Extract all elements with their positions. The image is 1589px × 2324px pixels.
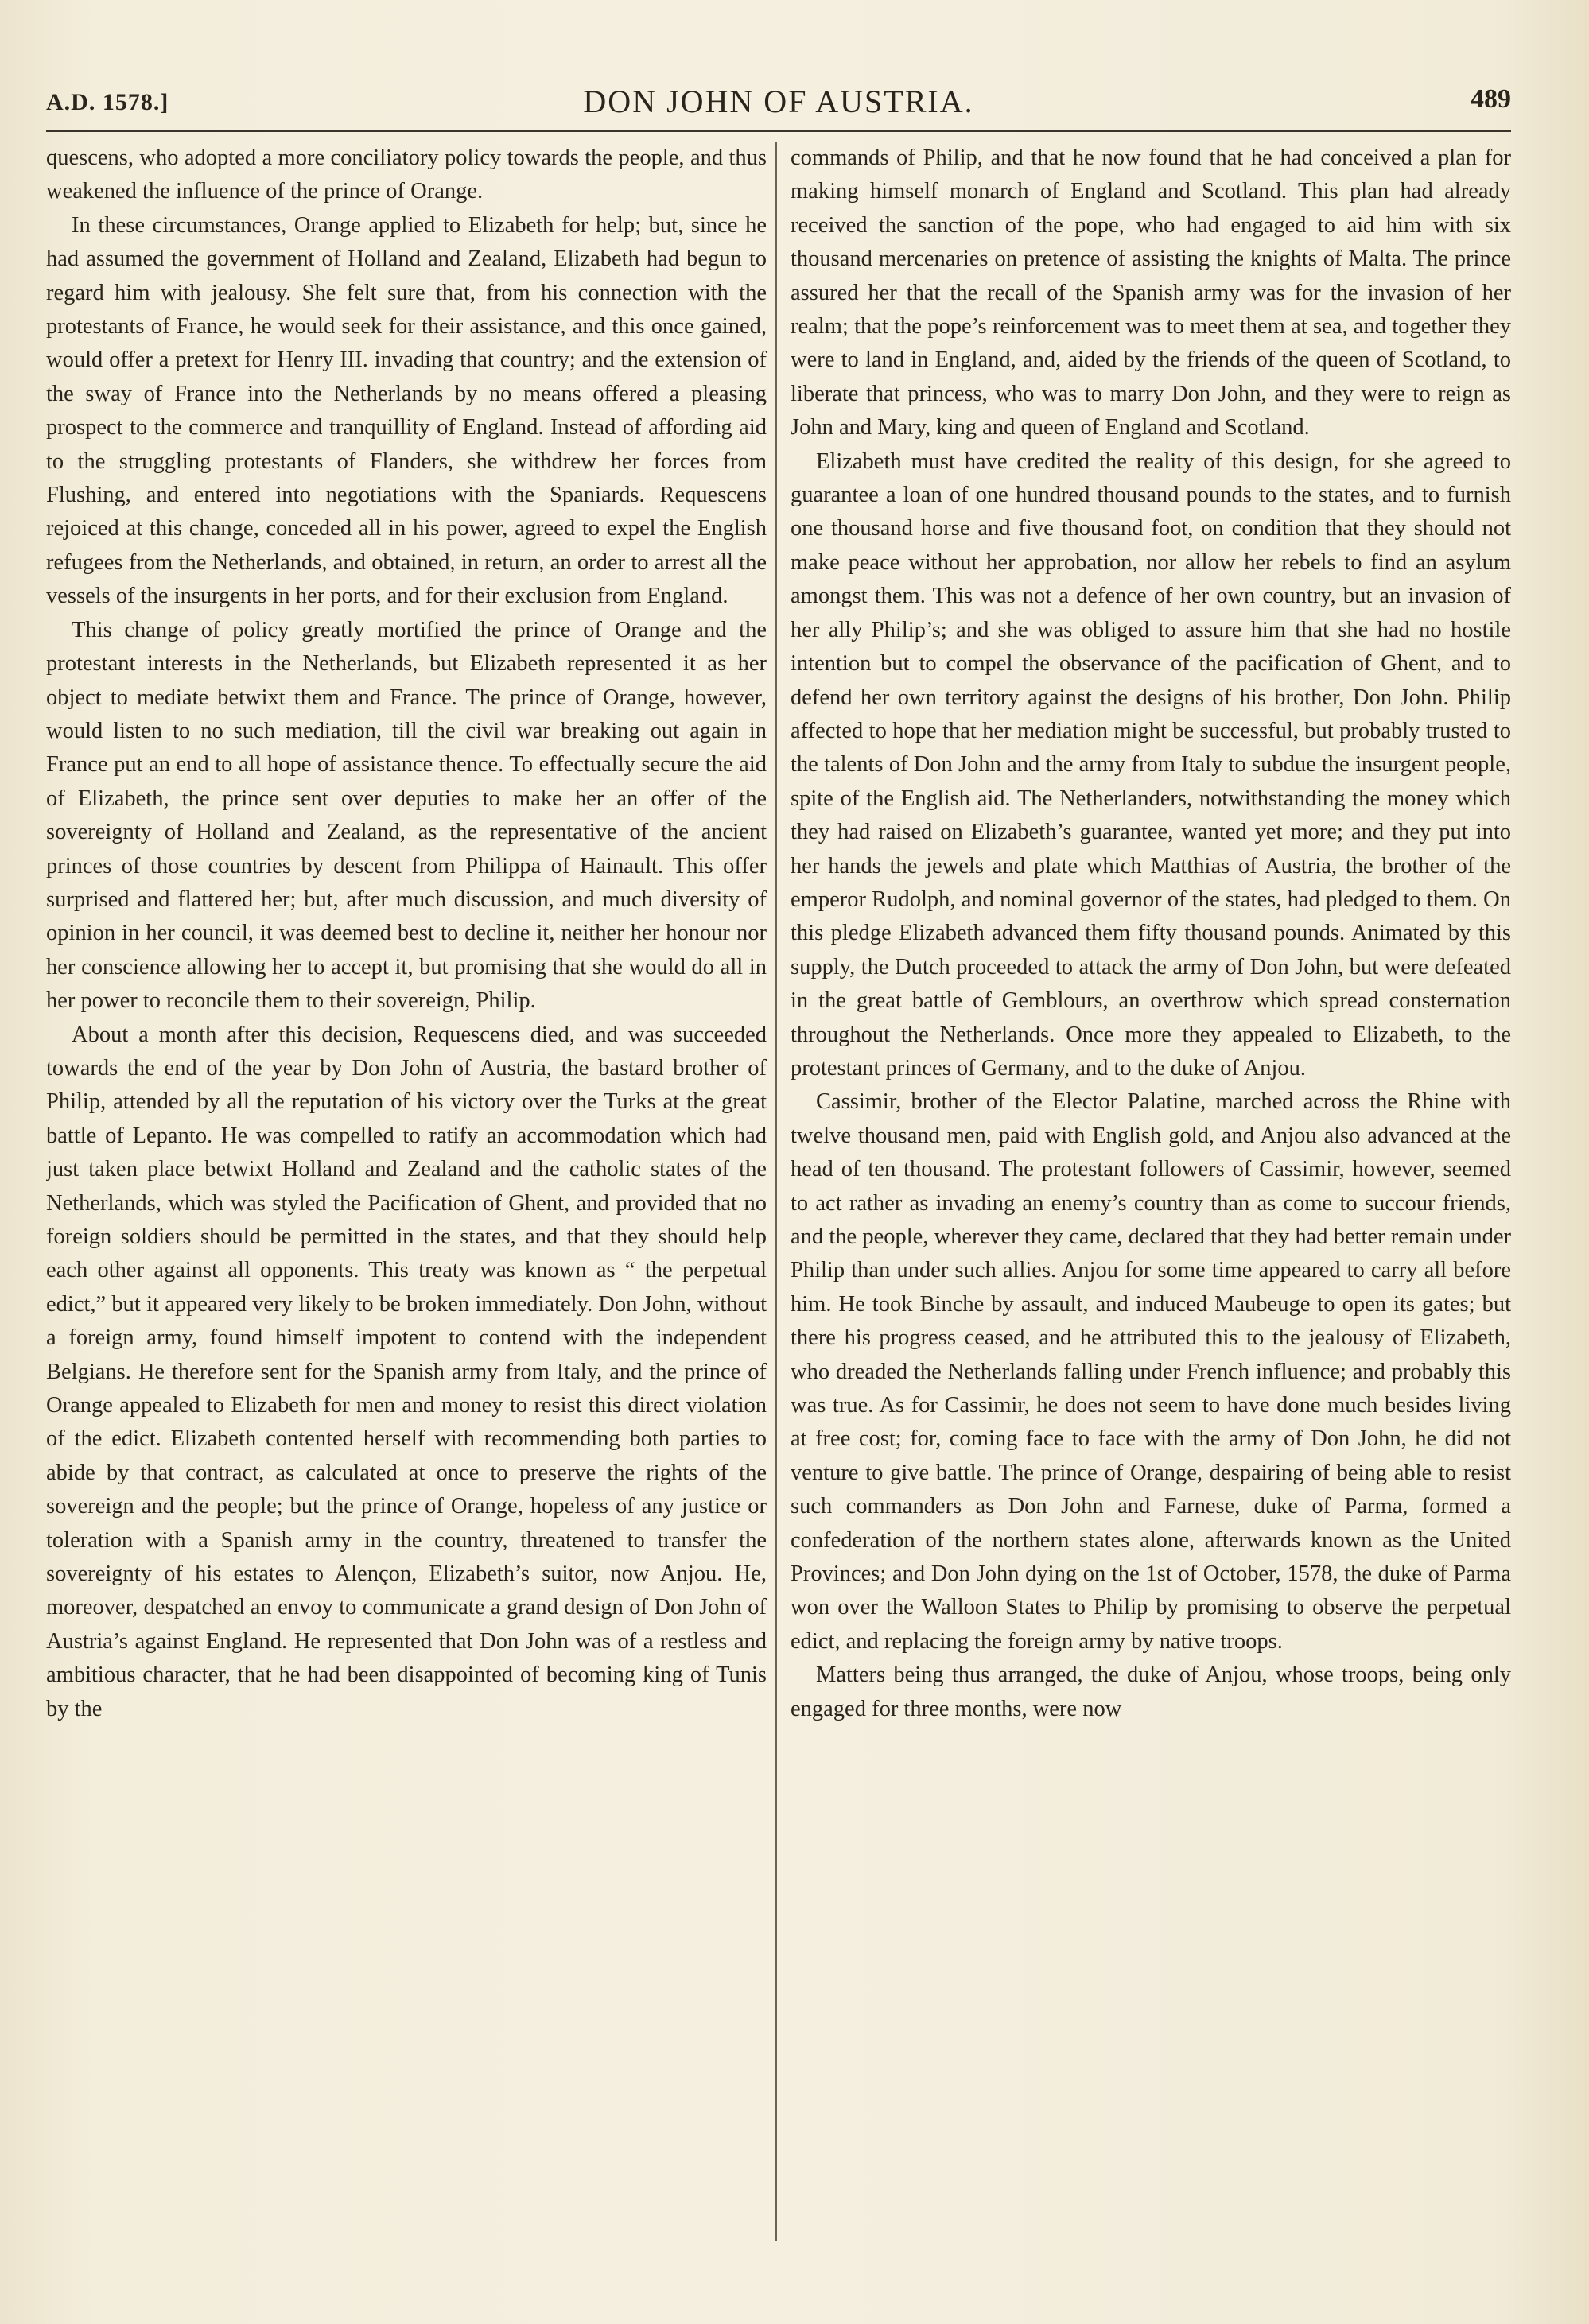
header-date: A.D. 1578.]: [46, 89, 169, 115]
page-number: 489: [1471, 84, 1511, 114]
left-paragraph-1: quescens, who adopted a more conciliatory policy towards the people, and thus weakened the influence of the prince of Orange.: [46, 145, 767, 204]
left-paragraph-2: In these circumstances, Orange applied to Elizabeth for help; but, since he had assumed the government of Holland and Zealand, Elizabeth had begun to regard him with jealousy. She felt sure that, from his connection with the protestants of France, he would seek for their assistance, and this once gained, would offer a pretext for Henry III. invading that country; and the extension of the sway of France into the Netherlands by no means offered a pleasing prospect to the commerce and tranquillity of England. Instead of affording aid to the struggling protestants of Flanders, she withdrew her forces from Flushing, and entered into negotiations with the Spaniards. Requescens rejoiced at this change, conceded all in his power, agreed to expel the English refugees from the Netherlands, and obtained, in return, an order to arrest all the vessels of the insurgents in her ports, and for their exclusion from England.: [46, 212, 767, 609]
left-paragraph-3: This change of policy greatly mortified the prince of Orange and the protestant interests in the Netherlands, but Elizabeth represented it as her object to mediate betwixt them and France. The prince of Orange, however, would listen to no such mediation, till the civil war breaking out again in France put an end to all hope of assistance thence. To effectually secure the aid of Elizabeth, the prince sent over deputies to make her an offer of the sovereignty of Holland and Zealand, as the representative of the ancient princes of those countries by descent from Philippa of Hainault. This offer surprised and flattered her; but, after much discussion, and much diversity of opinion in her council, it was deemed best to decline it, neither her honour nor her conscience allowing her to accept it, but promising that she would do all in her power to reconcile them to their sovereign, Philip.: [46, 617, 767, 1014]
right-paragraph-4: Matters being thus arranged, the duke of Anjou, whose troops, being only engaged for three months, were now: [791, 1662, 1511, 1721]
header-title: DON JOHN OF AUSTRIA.: [583, 83, 974, 119]
right-paragraph-3: Cassimir, brother of the Elector Palatine, marched across the Rhine with twelve thousand men, paid with English gold, and Anjou also advanced at the head of ten thousand. The protestant followers of Cassimir, however, seemed to act rather as invading an enemy’s country than as come to succour friends, and the people, wherever they came, declared that they had better remain under Philip than under such allies. Anjou for some time appeared to carry all before him. He took Binche by assault, and induced Maubeuge to open its gates; but there his progress ceased, and he attributed this to the jealousy of Elizabeth, who dreaded the Netherlands falling under French influence; and probably this was true. As for Cassimir, he does not seem to have done much besides living at free cost; for, coming face to face with the army of Don John, he did not venture to give battle. The prince of Orange, despairing of being able to resist such commanders as Don John and Farnese, duke of Parma, formed a confederation of the northern states alone, afterwards known as the United Provinces; and Don John dying on the 1st of October, 1578, the duke of Parma won over the Walloon States to Philip by promising to observe the perpetual edict, and replacing the foreign army by native troops.: [791, 1089, 1511, 1654]
right-column: [791, 142, 1511, 2248]
right-paragraph-2: Elizabeth must have credited the reality of this design, for she agreed to guarantee a loan of one hundred thousand pounds to the states, and to furnish one thousand horse and five thousand foot, on condition that they should not make peace without her approbation, nor allow her rebels to find an asylum amongst them. This was not a defence of her own country, but an invasion of her ally Philip’s; and she was obliged to assure him that she had no hostile intention but to compel the observance of the pacification of Ghent, and to defend her own territory against the designs of his brother, Don John. Philip affected to hope that her mediation might be successful, but probably trusted to the talents of Don John and the army from Italy to subdue the insurgent people, spite of the English aid. The Netherlanders, notwithstanding the money which they had raised on Elizabeth’s guarantee, wanted yet more; and they put into her hands the jewels and plate which Matthias of Austria, the brother of the emperor Rudolph, and nominal governor of the states, had pledged to them. On this pledge Elizabeth advanced them fifty thousand pounds. Animated by this supply, the Dutch proceeded to attack the army of Don John, but were defeated in the great battle of Gemblours, an overthrow which spread consternation throughout the Netherlands. Once more they appealed to Elizabeth, to the protestant princes of Germany, and to the duke of Anjou.: [791, 448, 1511, 1081]
header-rule: [46, 130, 1511, 132]
left-column: [46, 142, 767, 2248]
column-divider: [775, 142, 777, 2241]
right-paragraph-1: commands of Philip, and that he now found that he had conceived a plan for making himself monarch of England and Scotland. This plan had already received the sanction of the pope, who had engaged to aid him with six thousand mercenaries on pretence of assisting the knights of Malta. The prince assured her that the recall of the Spanish army was for the invasion of her realm; that the pope’s reinforcement was to meet them at sea, and together they were to land in England, and, aided by the friends of the queen of Scotland, to liberate that princess, who was to marry Don John, and they were to reign as John and Mary, king and queen of England and Scotland.: [791, 145, 1511, 440]
left-paragraph-4: About a month after this decision, Requescens died, and was succeeded towards the end of the year by Don John of Austria, the bastard brother of Philip, attended by all the reputation of his victory over the Turks at the great battle of Lepanto. He was compelled to ratify an accommodation which had just taken place betwixt Holland and Zealand and the catholic states of the Netherlands, which was styled the Pacification of Ghent, and provided that no foreign soldiers should be permitted in the states, and that they should help each other against all opponents. This treaty was known as “ the perpetual edict,” but it appeared very likely to be broken immediately. Don John, without a foreign army, found himself impotent to contend with the independent Belgians. He therefore sent for the Spanish army from Italy, and the prince of Orange appealed to Elizabeth for men and money to resist this direct violation of the edict. Elizabeth contented herself with recommending both parties to abide by that contract, as calculated at once to preserve the rights of the sovereign and the people; but the prince of Orange, hopeless of any justice or toleration with a Spanish army in the country, threatened to transfer the sovereignty of his estates to Alençon, Elizabeth’s suitor, now Anjou. He, moreover, despatched an envoy to communicate a grand design of Don John of Austria’s against England. He represented that Don John was of a restless and ambitious character, that he had been disappointed of becoming king of Tunis by the: [46, 1022, 767, 1721]
running-header: [46, 83, 1511, 122]
